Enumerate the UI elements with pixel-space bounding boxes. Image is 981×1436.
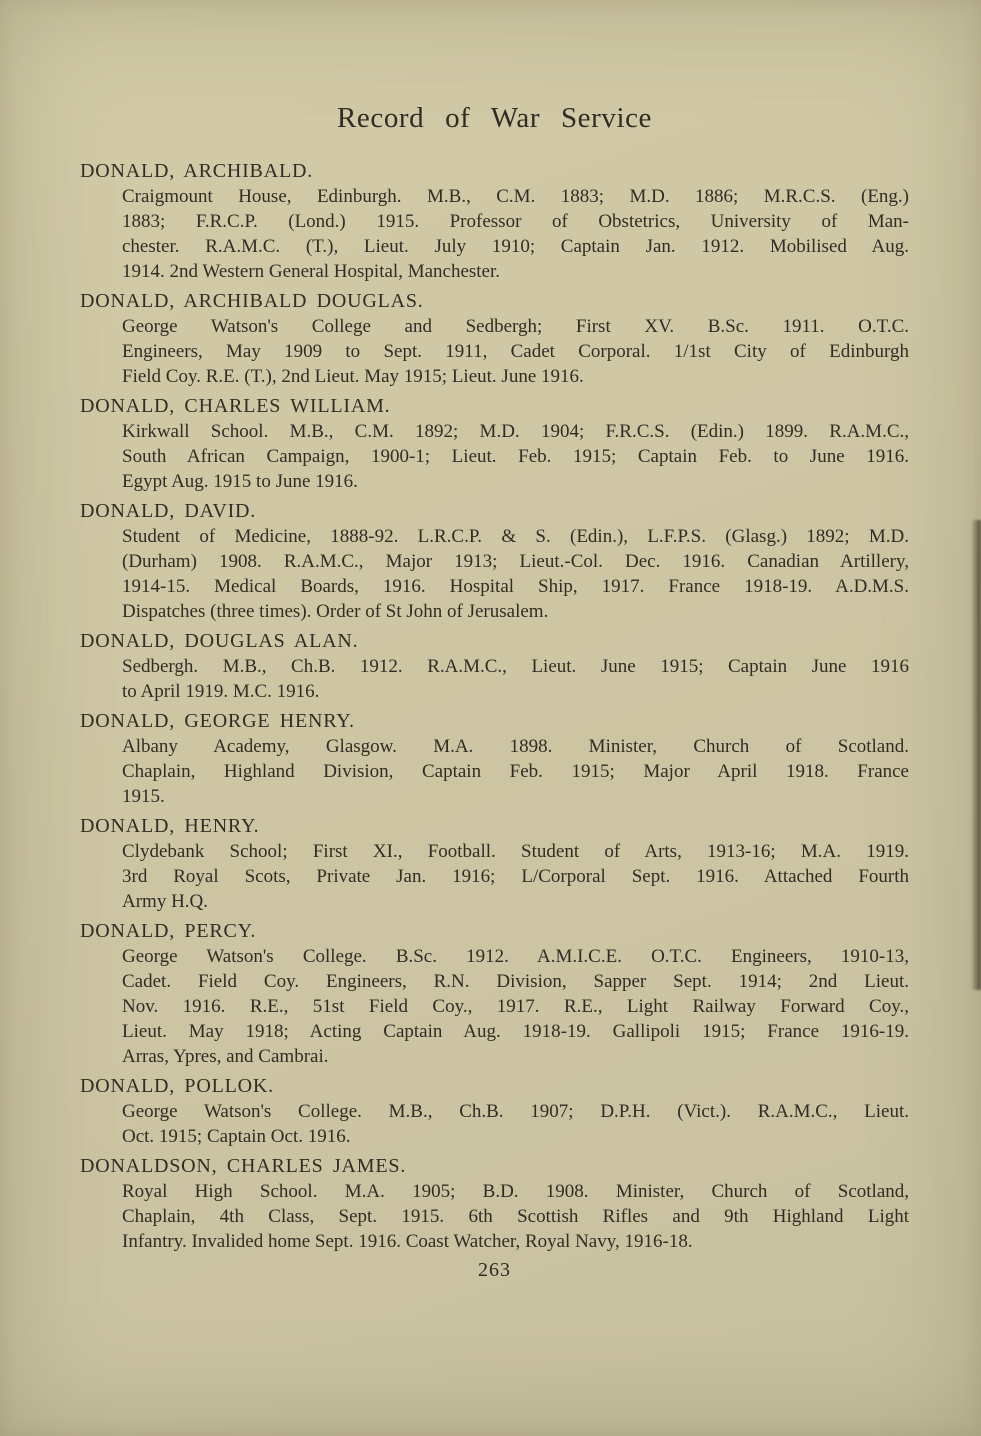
entry-body [122,1179,909,1254]
entry-line: (Durham) 1908. R.A.M.C., Major 1913; Lieut.-Col. Dec. 1916. Canadian Artillery, [122,551,909,572]
entry-line: Chaplain, Highland Division, Captain Feb. 1915; Major April 1918. France [122,761,909,782]
entry-line: Sedbergh. M.B., Ch.B. 1912. R.A.M.C., Lieut. June 1915; Captain June 1916 [122,656,909,677]
entry-name: DONALDSON, CHARLES JAMES. [80,1155,407,1177]
entry-line: George Watson's College. B.Sc. 1912. A.M.I.C.E. O.T.C. Engineers, 1910-13, [122,946,909,967]
entry-body [122,734,909,809]
entry-line: Egypt Aug. 1915 to June 1916. [122,471,358,492]
entries-list [80,159,909,1254]
entry-donald-henry [80,814,909,914]
entry-line: Arras, Ypres, and Cambrai. [122,1046,329,1067]
entry-name: DONALD, HENRY. [80,815,260,837]
entry-line: chester. R.A.M.C. (T.), Lieut. July 1910; Captain Jan. 1912. Mobilised Aug. [122,236,909,257]
entry-body [122,839,909,914]
entry-line: 3rd Royal Scots, Private Jan. 1916; L/Corporal Sept. 1916. Attached Fourth [122,866,909,887]
entry-line: George Watson's College. M.B., Ch.B. 1907; D.P.H. (Vict.). R.A.M.C., Lieut. [122,1101,909,1122]
entry-line: 1883; F.R.C.P. (Lond.) 1915. Professor of Obstetrics, University of Man- [122,211,909,232]
entry-name: DONALD, ARCHIBALD. [80,160,313,182]
entry-line: Chaplain, 4th Class, Sept. 1915. 6th Scottish Rifles and 9th Highland Light [122,1206,909,1227]
entry-name: DONALD, PERCY. [80,920,257,942]
entry-line: to April 1919. M.C. 1916. [122,681,320,702]
entry-line: 1914. 2nd Western General Hospital, Manchester. [122,261,501,282]
page-title: Record of War Service [337,102,652,134]
entry-donald-percy [80,919,909,1069]
entry-line: Engineers, May 1909 to Sept. 1911, Cadet Corporal. 1/1st City of Edinburgh [122,341,909,362]
entry-donald-archibald-douglas [80,289,909,389]
entry-body [122,654,909,704]
entry-line: Nov. 1916. R.E., 51st Field Coy., 1917. R.E., Light Railway Forward Coy., [122,996,909,1017]
entry-donaldson-charles-james [80,1154,909,1254]
entry-name: DONALD, CHARLES WILLIAM. [80,395,391,417]
page-number: 263 [478,1259,511,1281]
entry-donald-david [80,499,909,624]
entry-body [122,314,909,389]
entry-body [122,1099,909,1149]
entry-line: Field Coy. R.E. (T.), 2nd Lieut. May 1915; Lieut. June 1916. [122,366,584,387]
entry-line: Dispatches (three times). Order of St John of Jerusalem. [122,601,549,622]
entry-line: Royal High School. M.A. 1905; B.D. 1908. Minister, Church of Scotland, [122,1181,909,1202]
entry-line: 1914-15. Medical Boards, 1916. Hospital Ship, 1917. France 1918-19. A.D.M.S. [122,576,909,597]
entry-donald-pollok [80,1074,909,1149]
entry-line: Army H.Q. [122,891,209,912]
entry-line: Kirkwall School. M.B., C.M. 1892; M.D. 1904; F.R.C.S. (Edin.) 1899. R.A.M.C., [122,421,909,442]
entry-name: DONALD, ARCHIBALD DOUGLAS. [80,290,424,312]
entry-line: Oct. 1915; Captain Oct. 1916. [122,1126,351,1147]
entry-body [122,419,909,494]
entry-donald-charles-william [80,394,909,494]
entry-line: Cadet. Field Coy. Engineers, R.N. Division, Sapper Sept. 1914; 2nd Lieut. [122,971,909,992]
entry-line: Albany Academy, Glasgow. M.A. 1898. Minister, Church of Scotland. [122,736,909,757]
entry-line: South African Campaign, 1900-1; Lieut. Feb. 1915; Captain Feb. to June 1916. [122,446,909,467]
entry-body [122,184,909,284]
entry-body [122,944,909,1069]
entry-line: Student of Medicine, 1888-92. L.R.C.P. & S. (Edin.), L.F.P.S. (Glasg.) 1892; M.D. [122,526,909,547]
entry-line: Clydebank School; First XI., Football. Student of Arts, 1913-16; M.A. 1919. [122,841,909,862]
entry-line: 1915. [122,786,165,807]
entry-name: DONALD, DOUGLAS ALAN. [80,630,359,652]
entry-name: DONALD, DAVID. [80,500,257,522]
entry-donald-archibald [80,159,909,284]
entry-line: Lieut. May 1918; Acting Captain Aug. 1918-19. Gallipoli 1915; France 1916-19. [122,1021,909,1042]
entry-name: DONALD, GEORGE HENRY. [80,710,355,732]
entry-body [122,524,909,624]
entry-line: George Watson's College and Sedbergh; First XV. B.Sc. 1911. O.T.C. [122,316,909,337]
entry-donald-douglas-alan [80,629,909,704]
entry-line: Infantry. Invalided home Sept. 1916. Coast Watcher, Royal Navy, 1916-18. [122,1231,693,1252]
entry-line: Craigmount House, Edinburgh. M.B., C.M. 1883; M.D. 1886; M.R.C.S. (Eng.) [122,186,909,207]
entry-donald-george-henry [80,709,909,809]
entry-name: DONALD, POLLOK. [80,1075,274,1097]
